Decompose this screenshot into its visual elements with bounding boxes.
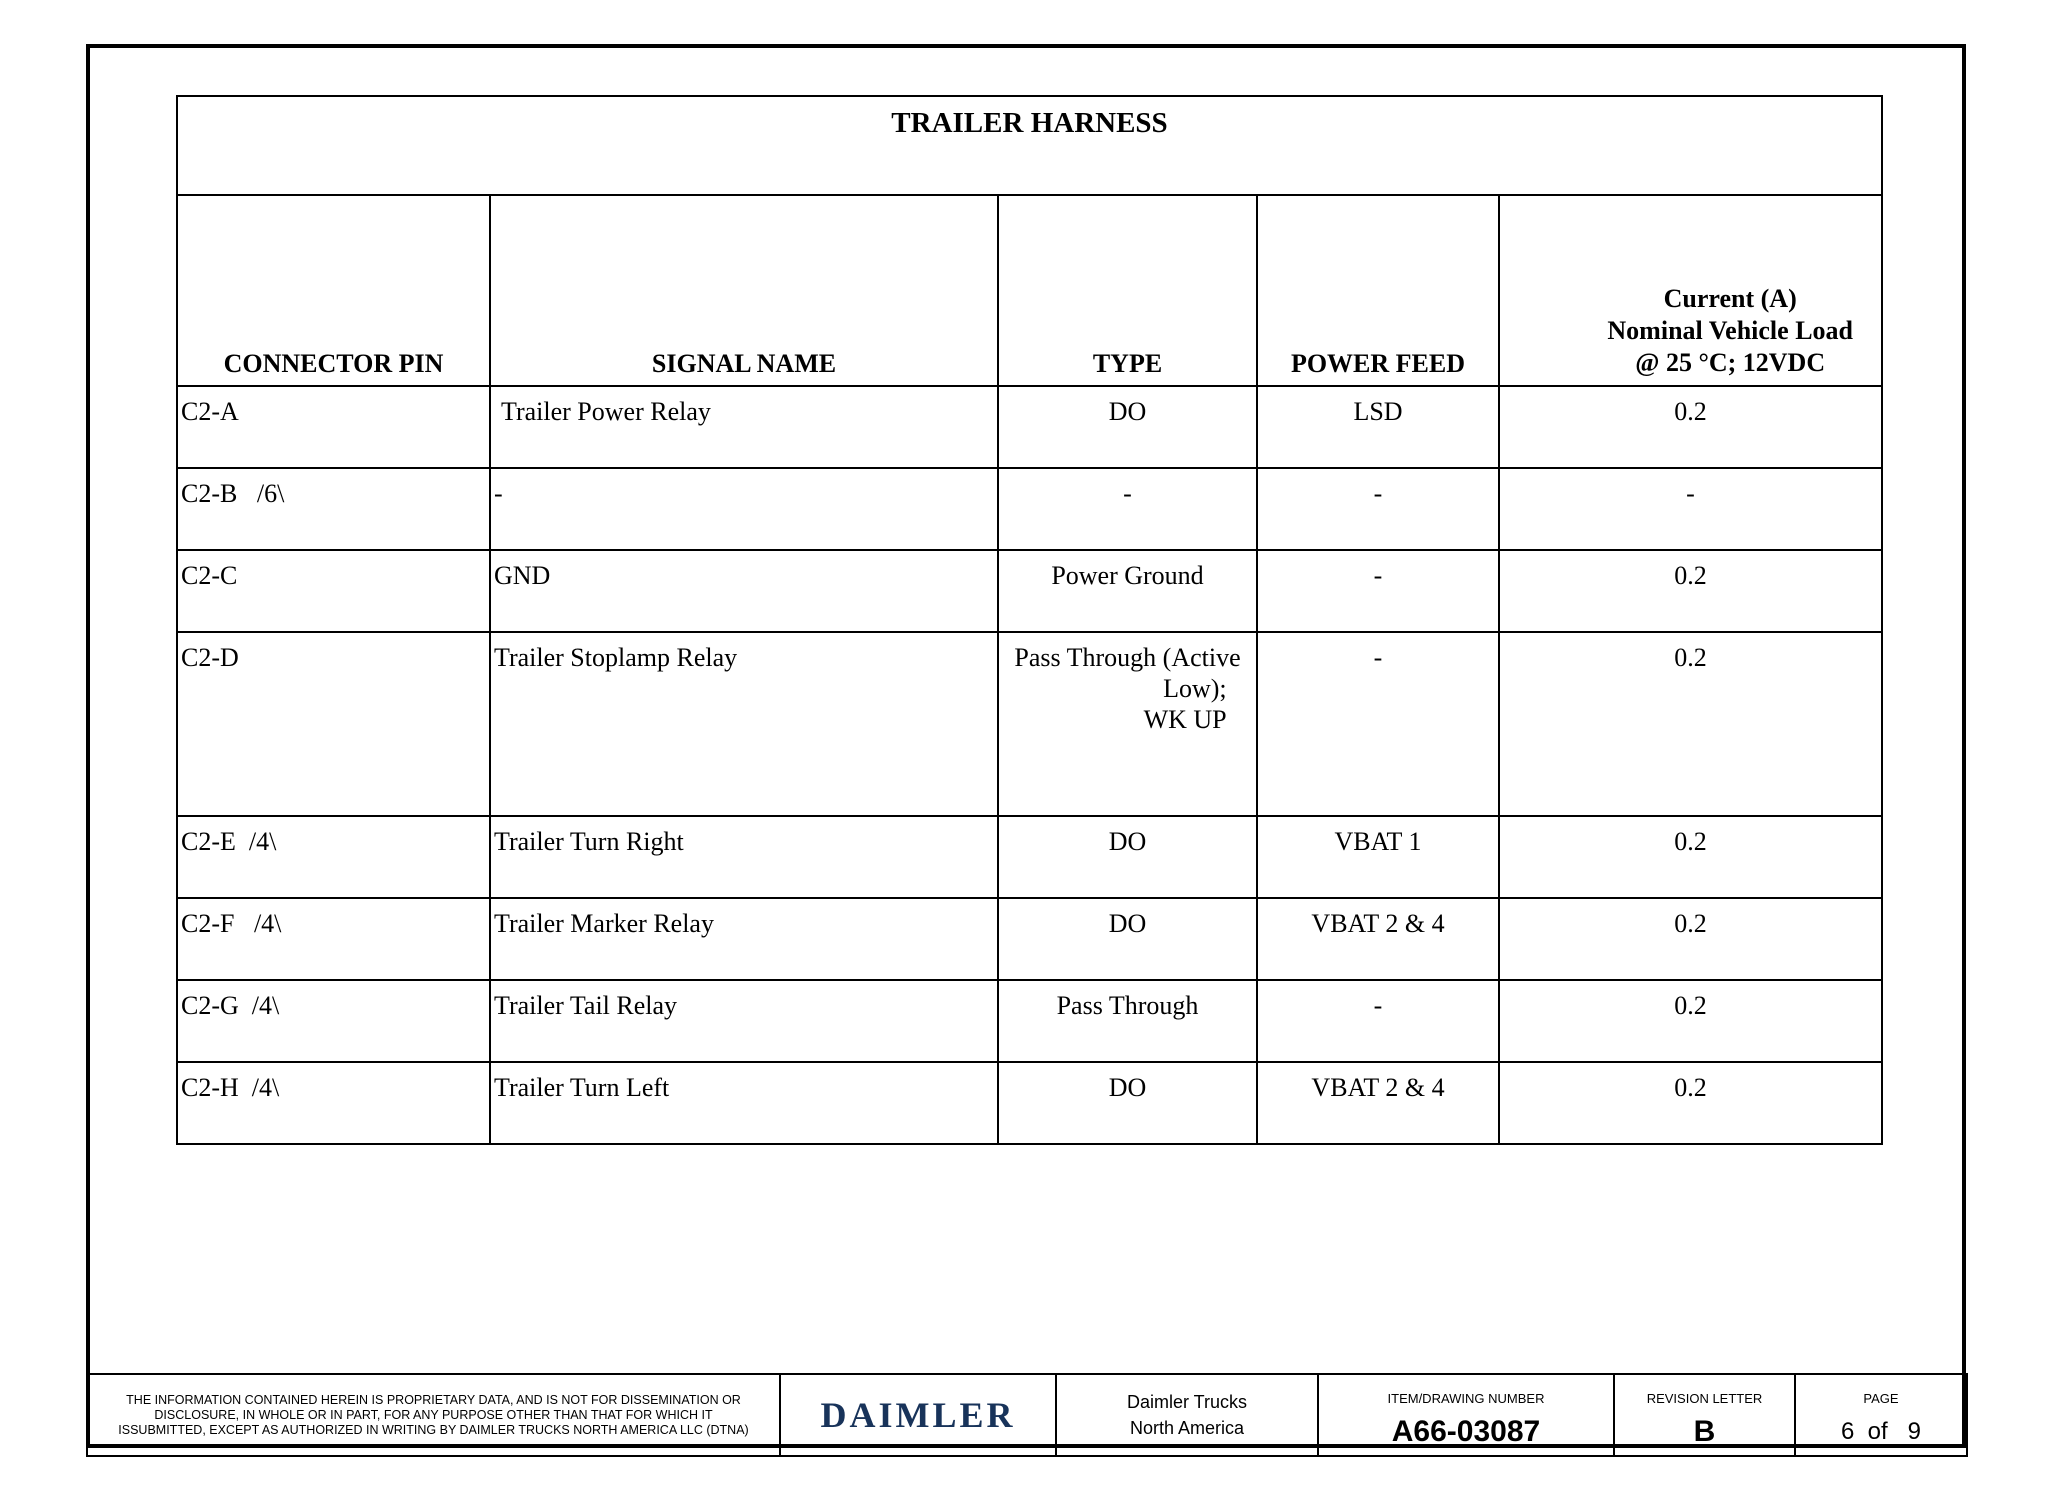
cell-type: Pass Through	[998, 980, 1257, 1062]
header-power-feed: POWER FEED	[1257, 195, 1499, 386]
header-type: TYPE	[998, 195, 1257, 386]
drawing-number: A66-03087	[1391, 1415, 1541, 1448]
proprietary-notice	[87, 1374, 780, 1456]
cell-type: -	[998, 468, 1257, 550]
table-title: TRAILER HARNESS	[177, 96, 1882, 195]
revision-cell	[1614, 1374, 1795, 1456]
cell-feed: -	[1257, 980, 1499, 1062]
cell-type-line1: Pass Through (Active	[1014, 643, 1241, 672]
cell-signal: -	[490, 468, 998, 550]
table-row	[177, 898, 1882, 980]
header-current-line3: @ 25 °C; 12VDC	[1635, 348, 1826, 377]
cell-signal: Trailer Turn Left	[490, 1062, 998, 1144]
cell-current: 0.2	[1499, 632, 1882, 816]
page-label: PAGE	[1863, 1391, 1899, 1406]
cell-pin: C2-G /4\	[177, 980, 490, 1062]
cell-type: DO	[998, 386, 1257, 468]
table-row	[177, 386, 1882, 468]
cell-feed: VBAT 2 & 4	[1257, 898, 1499, 980]
notice-line3: ISSUBMITTED, EXCEPT AS AUTHORIZED IN WRITING BY DAIMLER TRUCKS NORTH AMERICA LLC (DTNA)	[118, 1422, 749, 1437]
cell-type: DO	[998, 816, 1257, 898]
header-connector-pin: CONNECTOR PIN	[177, 195, 490, 386]
header-current-line2: Nominal Vehicle Load	[1607, 316, 1853, 345]
table-row	[177, 550, 1882, 632]
cell-signal: GND	[490, 550, 998, 632]
cell-signal: Trailer Turn Right	[490, 816, 998, 898]
daimler-logo: DAIMLER	[780, 1374, 1056, 1456]
company-line2: North America	[1129, 1418, 1245, 1438]
cell-feed: VBAT 1	[1257, 816, 1499, 898]
header-signal-name: SIGNAL NAME	[490, 195, 998, 386]
cell-pin: C2-A	[177, 386, 490, 468]
page-cell	[1795, 1374, 1967, 1456]
company-line1: Daimler Trucks	[1126, 1392, 1247, 1412]
revision-letter: B	[1693, 1415, 1716, 1448]
header-current	[1499, 195, 1882, 386]
header-row	[177, 195, 1882, 386]
cell-current: 0.2	[1499, 386, 1882, 468]
table-row	[177, 980, 1882, 1062]
cell-signal: Trailer Stoplamp Relay	[490, 632, 998, 816]
cell-type: DO	[998, 898, 1257, 980]
company-name	[1056, 1374, 1318, 1456]
cell-signal: Trailer Marker Relay	[490, 898, 998, 980]
cell-type: Power Ground	[998, 550, 1257, 632]
cell-type: DO	[998, 1062, 1257, 1144]
drawing-number-cell	[1318, 1374, 1614, 1456]
cell-pin: C2-B /6\	[177, 468, 490, 550]
cell-feed: -	[1257, 632, 1499, 816]
cell-signal: Trailer Power Relay	[490, 386, 998, 468]
trailer-harness-table	[176, 95, 1883, 1145]
cell-pin: C2-D	[177, 632, 490, 816]
cell-pin: C2-F /4\	[177, 898, 490, 980]
cell-current: 0.2	[1499, 1062, 1882, 1144]
cell-current: 0.2	[1499, 816, 1882, 898]
cell-current: 0.2	[1499, 898, 1882, 980]
cell-signal: Trailer Tail Relay	[490, 980, 998, 1062]
cell-feed: VBAT 2 & 4	[1257, 1062, 1499, 1144]
cell-feed: -	[1257, 468, 1499, 550]
cell-feed: LSD	[1257, 386, 1499, 468]
cell-type-line3: WK UP	[1143, 705, 1227, 734]
table-row	[177, 816, 1882, 898]
notice-line1: THE INFORMATION CONTAINED HEREIN IS PROPRIETARY DATA, AND IS NOT FOR DISSEMINATION OR	[126, 1392, 741, 1407]
cell-current: 0.2	[1499, 980, 1882, 1062]
cell-current: -	[1499, 468, 1882, 550]
cell-current: 0.2	[1499, 550, 1882, 632]
drawing-number-label: ITEM/DRAWING NUMBER	[1387, 1391, 1545, 1406]
table-row	[177, 632, 1882, 816]
cell-type	[998, 632, 1257, 816]
table-row	[177, 468, 1882, 550]
table-row	[177, 1062, 1882, 1144]
cell-pin: C2-H /4\	[177, 1062, 490, 1144]
revision-label: REVISION LETTER	[1646, 1391, 1763, 1406]
notice-line2: DISCLOSURE, IN WHOLE OR IN PART, FOR ANY PURPOSE OTHER THAN THAT FOR WHICH IT	[154, 1407, 713, 1422]
cell-type-line2: Low);	[1163, 674, 1227, 703]
cell-pin: C2-E /4\	[177, 816, 490, 898]
header-current-line1: Current (A)	[1663, 284, 1797, 313]
cell-feed: -	[1257, 550, 1499, 632]
cell-pin: C2-C	[177, 550, 490, 632]
title-block	[86, 1373, 1968, 1457]
page-number: 6 of 9	[1840, 1418, 1922, 1445]
